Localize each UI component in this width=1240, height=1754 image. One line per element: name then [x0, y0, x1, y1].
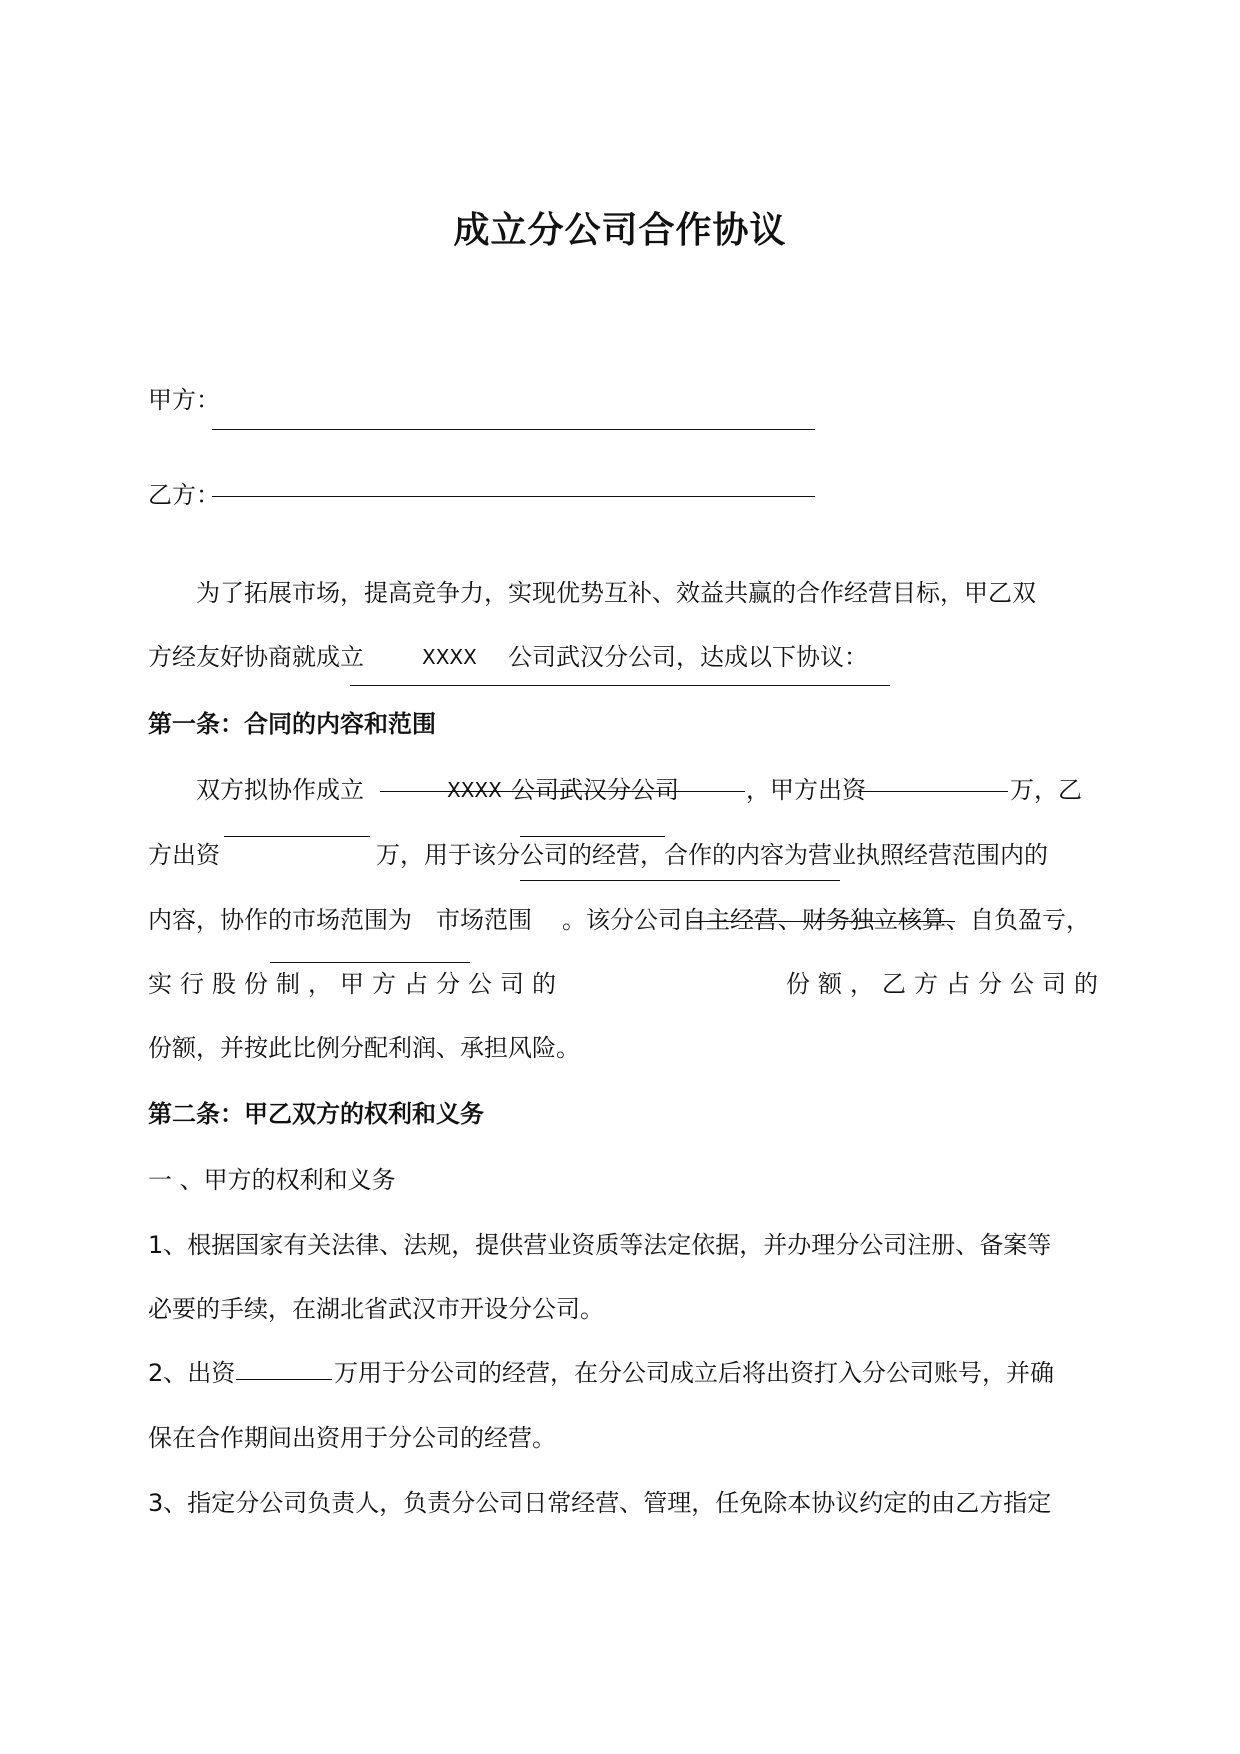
article-1-extra-line [520, 836, 665, 837]
article-1-p4-left: 实行股份制，甲方占分公司的 [148, 970, 564, 998]
intro-company-name: XXXX [422, 645, 477, 669]
document-title: 成立分公司合作协议 [453, 210, 787, 251]
intro-line-1: 为了拓展市场，提高竞争力，实现优势互补、效益共赢的合作经营目标，甲乙双 [196, 579, 1036, 607]
party-b-blank[interactable] [212, 496, 815, 497]
article-1-branch-underline [380, 791, 745, 792]
party-b-label: 乙方： [148, 481, 220, 509]
article-2-item-2-line-2: 保在合作期间出资用于分公司的经营。 [148, 1424, 556, 1452]
article-2-item-1-line-1: 1、根据国家有关法律、法规，提供营业资质等法定依据，并办理分公司注册、备案等 [148, 1231, 1052, 1259]
article-1-market-underline [270, 962, 470, 963]
intro-line-2-post: 公司武汉分公司，达成以下协议： [508, 643, 868, 671]
article-1-p5: 份额，并按此比例分配利润、承担风险。 [148, 1034, 580, 1062]
article-1-b-invest-blank[interactable] [224, 836, 370, 837]
article-1-company-name: XXXX [447, 778, 502, 802]
article-1-p2-post: 万，用于该分公司的经营，合作的内容为营业执照经营范围内的 [376, 841, 1048, 869]
intro-line-2-pre: 方经友好协商就成立 [148, 643, 364, 671]
article-1-market-scope: 市场范围 [436, 906, 532, 934]
party-a-blank[interactable] [212, 429, 815, 430]
article-2-heading: 第二条：甲乙双方的权利和义务 [148, 1100, 484, 1128]
article-2-item-2-pre: 2、出资 [148, 1359, 236, 1387]
article-1-a-invest-blank[interactable] [858, 791, 1008, 792]
party-a-label: 甲方： [148, 386, 220, 414]
article-1-scope-underline [520, 880, 840, 881]
article-2-item-2-post: 万用于分公司的经营，在分公司成立后将出资打入分公司账号，并确 [334, 1359, 1054, 1387]
article-2-item-2-blank[interactable] [236, 1379, 332, 1380]
article-2-subheading-1: 一 、甲方的权利和义务 [148, 1166, 396, 1194]
article-1-branch-name: 公司武汉分公司 [511, 776, 679, 804]
article-1-heading: 第一条：合同的内容和范围 [148, 710, 436, 738]
article-1-p4-right: 份额，乙方占分公司的 [786, 970, 1106, 998]
article-1-a-invest-label: ，甲方出资 [746, 776, 866, 804]
article-1-p3-pre: 内容，协作的市场范围为 [148, 906, 412, 934]
article-1-strike-line [690, 921, 955, 922]
intro-company-underline [350, 685, 890, 686]
article-2-item-1-line-2: 必要的手续，在湖北省武汉市开设分公司。 [148, 1295, 604, 1323]
article-2-item-3-line-1: 3、指定分公司负责人，负责分公司日常经营、管理，任免除本协议约定的由乙方指定 [148, 1489, 1052, 1517]
article-1-p2-pre: 方出资 [148, 841, 220, 869]
article-1-wan-label: 万，乙 [1010, 776, 1082, 804]
article-1-p3-post: 。该分公司自主经营、财务独立核算、自负盈亏， [562, 906, 1090, 934]
article-1-p1-pre: 双方拟协作成立 [196, 776, 364, 804]
